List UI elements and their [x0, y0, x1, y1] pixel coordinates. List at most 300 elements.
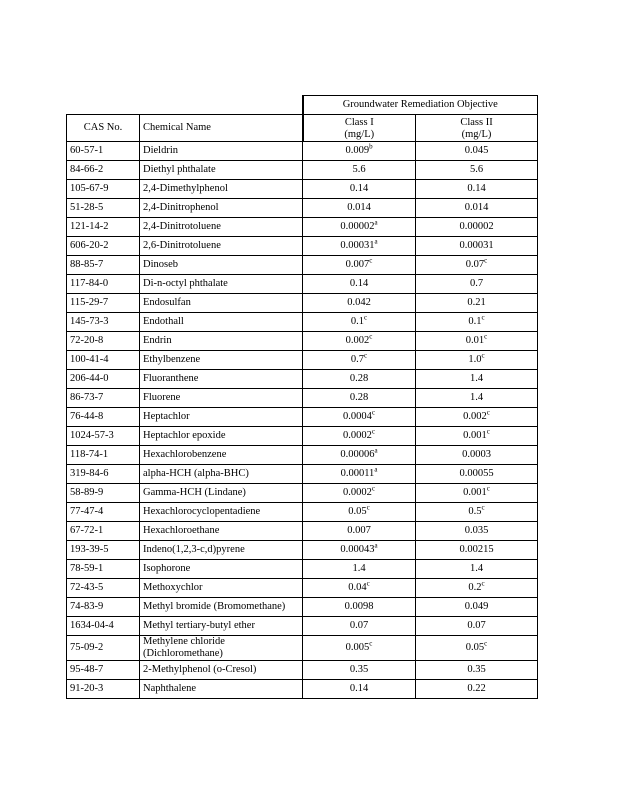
cas-cell — [67, 218, 140, 237]
table-row — [67, 503, 538, 522]
class2-value-cell-text: 0.22 — [467, 683, 486, 694]
cas-cell-text: 606-20-2 — [70, 240, 109, 251]
chemical-name-cell-text: Hexachloroethane — [143, 525, 220, 536]
table-row — [67, 199, 538, 218]
chemical-name-cell — [140, 484, 303, 503]
class1-value-cell — [303, 237, 416, 256]
class2-value-cell-text: 0.7 — [469, 278, 484, 289]
cas-cell — [67, 370, 140, 389]
chemical-name-cell-text: Hexachlorocyclopentadiene — [143, 506, 261, 517]
cas-cell — [67, 408, 140, 427]
table-row — [67, 180, 538, 199]
class1-value-cell-text: 0.007 — [347, 525, 371, 536]
chemical-name-cell-text: 2,4-Dinitrophenol — [143, 202, 219, 213]
chemical-name-cell-text: Fluoranthene — [143, 373, 199, 384]
chemical-name-cell — [140, 161, 303, 180]
chemical-name-cell — [140, 313, 303, 332]
class1-unit: (mg/L) — [344, 129, 375, 140]
cas-cell-text: 75-09-2 — [70, 642, 104, 653]
cas-cell — [67, 661, 140, 680]
class1-value-cell — [303, 680, 416, 699]
chemical-name-cell-text: Gamma-HCH (Lindane) — [143, 487, 246, 498]
table-row — [67, 256, 538, 275]
class1-value-cell-text: 0.28 — [349, 373, 369, 384]
class1-value-cell-text: 0.07 — [349, 620, 369, 631]
class2-value-cell — [416, 180, 538, 199]
table-row — [67, 218, 538, 237]
class2-value-cell-text: 0.5 — [468, 506, 482, 517]
cas-cell-text: 319-84-6 — [70, 468, 109, 479]
class1-value-cell — [303, 161, 416, 180]
class2-value-cell — [416, 408, 538, 427]
class1-value-cell — [303, 427, 416, 446]
class2-value-cell-text: 0.00031 — [459, 240, 494, 251]
class2-value-cell-text: 0.21 — [467, 297, 486, 308]
class2-value-cell — [416, 275, 538, 294]
class2-label: Class II — [460, 117, 493, 128]
class2-value-cell-text: 1.0 — [468, 354, 482, 365]
class1-value-cell — [303, 351, 416, 370]
table-row — [67, 680, 538, 699]
chemical-name-cell-text: Heptachlor epoxide — [143, 430, 226, 441]
class2-value-cell — [416, 199, 538, 218]
class2-value-cell-text: 0.0003 — [462, 449, 491, 460]
class2-value-cell — [416, 636, 538, 661]
class1-value-cell-text: 0.0004 — [343, 411, 372, 422]
chemical-name-cell-text: 2,4-Dinitrotoluene — [143, 221, 221, 232]
cas-cell-text: 88-85-7 — [70, 259, 104, 270]
footnote-marker: a — [374, 465, 378, 474]
cas-cell-text: 105-67-9 — [70, 183, 109, 194]
cas-cell-text: 115-29-7 — [70, 297, 109, 308]
cas-cell — [67, 332, 140, 351]
chemical-name-cell-text: Hexachlorobenzene — [143, 449, 227, 460]
chemical-name-cell — [140, 408, 303, 427]
chemical-name-cell-text: 2-Methylphenol (o-Cresol) — [143, 664, 257, 675]
table-row — [67, 275, 538, 294]
class1-value-cell-text: 0.14 — [349, 278, 369, 289]
class1-value-cell — [303, 541, 416, 560]
class1-value-cell — [303, 256, 416, 275]
cas-cell-text: 77-47-4 — [70, 506, 104, 517]
class1-value-cell — [303, 503, 416, 522]
chemical-name-cell — [140, 598, 303, 617]
class2-value-cell — [416, 351, 538, 370]
column-header-row — [67, 115, 538, 142]
footnote-marker: c — [366, 503, 370, 512]
table-row — [67, 446, 538, 465]
cas-cell — [67, 522, 140, 541]
footnote-marker: c — [371, 427, 375, 436]
class2-value-cell-text: 0.001 — [463, 430, 487, 441]
cas-cell — [67, 617, 140, 636]
class1-value-cell — [303, 661, 416, 680]
group-header-row — [67, 96, 538, 115]
class1-value-cell-text: 0.04 — [348, 582, 367, 593]
chemical-name-cell — [140, 636, 303, 661]
class2-value-cell — [416, 313, 538, 332]
footnote-marker: c — [369, 256, 373, 265]
class1-value-cell-text: 0.14 — [349, 183, 369, 194]
cas-cell — [67, 142, 140, 161]
class1-value-cell — [303, 389, 416, 408]
group-header: Groundwater Remediation Objective — [303, 96, 538, 115]
chemical-name-cell — [140, 446, 303, 465]
cas-cell-text: 206-44-0 — [70, 373, 109, 384]
class2-value-cell — [416, 465, 538, 484]
class1-value-cell — [303, 199, 416, 218]
cas-cell — [67, 541, 140, 560]
class1-value-cell — [303, 598, 416, 617]
class1-value-cell-text: 0.005 — [345, 642, 370, 653]
chemical-name-cell — [140, 661, 303, 680]
class1-value-cell — [303, 332, 416, 351]
cas-cell — [67, 389, 140, 408]
chemical-name-cell-text: Dieldrin — [143, 145, 178, 156]
class1-value-cell — [303, 313, 416, 332]
class1-value-cell-text: 0.014 — [347, 202, 371, 213]
cas-cell-text: 1634-04-4 — [70, 620, 114, 631]
table-row — [67, 427, 538, 446]
chemical-name-cell — [140, 370, 303, 389]
table-row — [67, 389, 538, 408]
chemical-name-cell-text: Methylene chloride (Dichloromethane) — [143, 636, 225, 659]
cas-cell-text: 86-73-7 — [70, 392, 104, 403]
table-row — [67, 313, 538, 332]
col-header-class2 — [416, 115, 538, 142]
table-row — [67, 465, 538, 484]
class1-value-cell-text: 1.4 — [352, 563, 366, 574]
table-row — [67, 636, 538, 661]
class2-unit: (mg/L) — [461, 129, 492, 140]
cas-cell-text: 1024-57-3 — [70, 430, 114, 441]
class2-value-cell — [416, 237, 538, 256]
chemical-name-cell-text: Endosulfan — [143, 297, 191, 308]
class2-value-cell-text: 0.002 — [463, 411, 487, 422]
class1-value-cell — [303, 408, 416, 427]
cas-cell-text: 118-74-1 — [70, 449, 109, 460]
class2-value-cell — [416, 332, 538, 351]
chemical-name-cell-text: Methoxychlor — [143, 582, 203, 593]
class2-value-cell — [416, 598, 538, 617]
class1-value-cell-text: 0.00043 — [340, 544, 375, 555]
table-row — [67, 598, 538, 617]
class2-value-cell-text: 0.00215 — [459, 544, 494, 555]
class1-value-cell — [303, 180, 416, 199]
class1-value-cell-text: 0.14 — [349, 683, 369, 694]
class1-value-cell-text: 0.35 — [349, 664, 369, 675]
table-body — [67, 142, 538, 699]
class2-value-cell — [416, 503, 538, 522]
cas-cell-text: 100-41-4 — [70, 354, 109, 365]
chemical-name-cell — [140, 389, 303, 408]
chemical-name-cell-text: Methyl bromide (Bromomethane) — [143, 601, 286, 612]
class1-value-cell — [303, 579, 416, 598]
chemical-name-cell-text: Ethylbenzene — [143, 354, 201, 365]
cas-cell-text: 51-28-5 — [70, 202, 104, 213]
class2-value-cell-text: 0.00055 — [459, 468, 494, 479]
footnote-marker: c — [484, 256, 488, 265]
chemical-name-cell-text: Methyl tertiary-butyl ether — [143, 620, 255, 631]
class1-value-cell — [303, 636, 416, 661]
chemical-name-cell — [140, 332, 303, 351]
class1-value-cell — [303, 218, 416, 237]
class1-label: Class I — [344, 117, 374, 128]
cas-cell — [67, 351, 140, 370]
footnote-marker: c — [481, 579, 485, 588]
footnote-marker: c — [364, 313, 368, 322]
footnote-marker: c — [481, 351, 485, 360]
class2-value-cell-text: 0.1 — [468, 316, 482, 327]
chemical-name-cell — [140, 579, 303, 598]
cas-cell-text: 78-59-1 — [70, 563, 104, 574]
class1-value-cell-text: 0.009 — [345, 145, 370, 156]
chemical-name-cell — [140, 142, 303, 161]
cas-cell — [67, 680, 140, 699]
footnote-marker: c — [369, 332, 373, 341]
cas-cell-text: 76-44-8 — [70, 411, 104, 422]
table-row — [67, 579, 538, 598]
class2-value-cell — [416, 484, 538, 503]
class1-value-cell-text: 0.00002 — [340, 221, 375, 232]
class2-value-cell-text: 1.4 — [469, 392, 484, 403]
footnote-marker: c — [364, 351, 368, 360]
class1-value-cell-text: 0.0002 — [343, 430, 372, 441]
footnote-marker: a — [374, 446, 378, 455]
chemical-name-cell — [140, 680, 303, 699]
class1-value-cell — [303, 275, 416, 294]
cas-cell-text: 95-48-7 — [70, 664, 104, 675]
class1-value-cell-text: 0.1 — [350, 316, 364, 327]
cas-cell — [67, 294, 140, 313]
cas-cell — [67, 465, 140, 484]
cas-cell — [67, 446, 140, 465]
chemical-name-cell-text: alpha-HCH (alpha-BHC) — [143, 468, 249, 479]
cas-cell — [67, 636, 140, 661]
table-row — [67, 161, 538, 180]
chemical-name-cell-text: Naphthalene — [143, 683, 197, 694]
class2-value-cell — [416, 579, 538, 598]
class2-value-cell-text: 5.6 — [469, 164, 484, 175]
table-row — [67, 408, 538, 427]
class2-value-cell-text: 0.14 — [467, 183, 486, 194]
chemical-name-cell — [140, 541, 303, 560]
class1-value-cell — [303, 142, 416, 161]
class1-value-cell — [303, 370, 416, 389]
class2-value-cell — [416, 142, 538, 161]
class2-value-cell-text: 0.07 — [465, 259, 485, 270]
class2-value-cell — [416, 541, 538, 560]
table-row — [67, 560, 538, 579]
class1-value-cell-text: 0.28 — [349, 392, 369, 403]
class2-value-cell — [416, 617, 538, 636]
class1-value-cell-text: 0.7 — [350, 354, 364, 365]
class1-value-cell — [303, 446, 416, 465]
footnote-marker: c — [369, 639, 373, 648]
chemical-name-cell-text: Fluorene — [143, 392, 181, 403]
class1-value-cell-text: 0.0002 — [343, 487, 372, 498]
cas-cell — [67, 313, 140, 332]
class1-value-cell-text: 0.0098 — [344, 601, 374, 612]
chemical-name-cell — [140, 351, 303, 370]
footnote-marker: a — [374, 237, 378, 246]
class2-value-cell — [416, 161, 538, 180]
chemical-name-cell — [140, 218, 303, 237]
class1-value-cell — [303, 294, 416, 313]
class1-value-cell-text: 0.00011 — [340, 468, 375, 479]
cas-cell — [67, 427, 140, 446]
chemical-name-cell-text: Heptachlor — [143, 411, 190, 422]
class2-value-cell-text: 0.014 — [464, 202, 489, 213]
cas-cell — [67, 560, 140, 579]
chemical-name-cell — [140, 617, 303, 636]
cas-cell — [67, 579, 140, 598]
class2-value-cell — [416, 389, 538, 408]
chemical-name-cell-text: 2,6-Dinitrotoluene — [143, 240, 221, 251]
chemical-name-cell — [140, 256, 303, 275]
cas-cell-text: 67-72-1 — [70, 525, 104, 536]
footnote-marker: c — [366, 579, 370, 588]
chemical-name-cell — [140, 522, 303, 541]
footnote-marker: a — [374, 541, 378, 550]
chemical-name-cell-text: Dinoseb — [143, 259, 178, 270]
footnote-marker: a — [374, 218, 378, 227]
chemical-name-cell — [140, 275, 303, 294]
table-row — [67, 661, 538, 680]
cas-cell-text: 193-39-5 — [70, 544, 109, 555]
chemical-name-cell — [140, 237, 303, 256]
cas-cell — [67, 598, 140, 617]
class2-value-cell — [416, 680, 538, 699]
table-row — [67, 237, 538, 256]
class2-value-cell-text: 0.01 — [465, 335, 485, 346]
class2-value-cell — [416, 218, 538, 237]
class2-value-cell — [416, 294, 538, 313]
chemical-name-cell-text: Endrin — [143, 335, 172, 346]
chemical-name-cell-text: Di-n-octyl phthalate — [143, 278, 228, 289]
footnote-marker: c — [481, 503, 485, 512]
cas-cell — [67, 180, 140, 199]
class1-value-cell — [303, 465, 416, 484]
cas-cell-text: 117-84-0 — [70, 278, 109, 289]
cas-cell — [67, 199, 140, 218]
cas-cell-text: 145-73-3 — [70, 316, 109, 327]
cas-cell-text: 74-83-9 — [70, 601, 104, 612]
col-header-class1 — [303, 115, 416, 142]
chemical-name-cell — [140, 199, 303, 218]
chemical-name-cell — [140, 560, 303, 579]
class1-value-cell-text: 0.05 — [348, 506, 367, 517]
cas-cell-text: 60-57-1 — [70, 145, 104, 156]
class2-value-cell — [416, 522, 538, 541]
footnote-marker: c — [371, 408, 375, 417]
chemical-name-cell-text: 2,4-Dimethylphenol — [143, 183, 228, 194]
cas-cell-text: 72-20-8 — [70, 335, 104, 346]
class1-value-cell — [303, 484, 416, 503]
footnote-marker: b — [369, 142, 373, 151]
class2-value-cell-text: 0.045 — [464, 145, 489, 156]
class2-value-cell-text: 0.035 — [464, 525, 489, 536]
col-header-cas: CAS No. — [67, 115, 140, 142]
class2-value-cell-text: 0.07 — [467, 620, 486, 631]
class2-value-cell — [416, 370, 538, 389]
chemical-name-cell — [140, 180, 303, 199]
chemical-name-cell — [140, 427, 303, 446]
class1-value-cell-text: 0.00006 — [340, 449, 375, 460]
class1-value-cell — [303, 617, 416, 636]
class2-value-cell-text: 0.2 — [468, 582, 482, 593]
footnote-marker: c — [484, 332, 488, 341]
col-header-name: Chemical Name — [140, 115, 303, 142]
cas-cell — [67, 503, 140, 522]
chemical-name-cell-text: Isophorone — [143, 563, 191, 574]
class2-value-cell — [416, 446, 538, 465]
cas-cell-text: 91-20-3 — [70, 683, 104, 694]
class2-value-cell — [416, 256, 538, 275]
cas-cell-text: 84-66-2 — [70, 164, 104, 175]
chemical-name-cell — [140, 503, 303, 522]
table-row — [67, 541, 538, 560]
footnote-marker: c — [371, 484, 375, 493]
footnote-marker: c — [486, 484, 490, 493]
footnote-marker: c — [484, 639, 488, 648]
class2-value-cell — [416, 661, 538, 680]
class2-value-cell-text: 0.05 — [465, 642, 485, 653]
chemical-name-cell — [140, 294, 303, 313]
class1-value-cell-text: 0.007 — [345, 259, 370, 270]
table-row — [67, 332, 538, 351]
cas-cell-text: 72-43-5 — [70, 582, 104, 593]
table-row — [67, 370, 538, 389]
class1-value-cell — [303, 522, 416, 541]
class2-value-cell-text: 1.4 — [469, 373, 484, 384]
table-row — [67, 484, 538, 503]
class2-value-cell — [416, 560, 538, 579]
cas-cell — [67, 275, 140, 294]
class1-value-cell-text: 0.002 — [345, 335, 370, 346]
groundwater-objectives-table — [66, 95, 538, 699]
cas-cell — [67, 256, 140, 275]
class2-value-cell-text: 0.35 — [467, 664, 486, 675]
class2-value-cell-text: 0.049 — [464, 601, 489, 612]
cas-cell — [67, 237, 140, 256]
chemical-name-cell-text: Indeno(1,2,3-c,d)pyrene — [143, 544, 245, 555]
cas-cell — [67, 161, 140, 180]
chemical-name-cell-text: Endothall — [143, 316, 184, 327]
cas-cell — [67, 484, 140, 503]
chemical-name-cell-text: Diethyl phthalate — [143, 164, 216, 175]
class1-value-cell-text: 5.6 — [352, 164, 366, 175]
chemical-name-cell — [140, 465, 303, 484]
footnote-marker: c — [486, 408, 490, 417]
table-row — [67, 522, 538, 541]
footnote-marker: c — [481, 313, 485, 322]
class1-value-cell-text: 0.042 — [347, 297, 371, 308]
class1-value-cell-text: 0.00031 — [340, 240, 375, 251]
table-row — [67, 617, 538, 636]
class2-value-cell — [416, 427, 538, 446]
table-row — [67, 351, 538, 370]
table-row — [67, 294, 538, 313]
class2-value-cell-text: 1.4 — [469, 563, 484, 574]
class2-value-cell-text: 0.001 — [463, 487, 487, 498]
class2-value-cell-text: 0.00002 — [459, 221, 494, 232]
cas-cell-text: 58-89-9 — [70, 487, 104, 498]
footnote-marker: c — [486, 427, 490, 436]
table-row — [67, 142, 538, 161]
cas-cell-text: 121-14-2 — [70, 221, 109, 232]
header-spacer — [67, 96, 303, 115]
